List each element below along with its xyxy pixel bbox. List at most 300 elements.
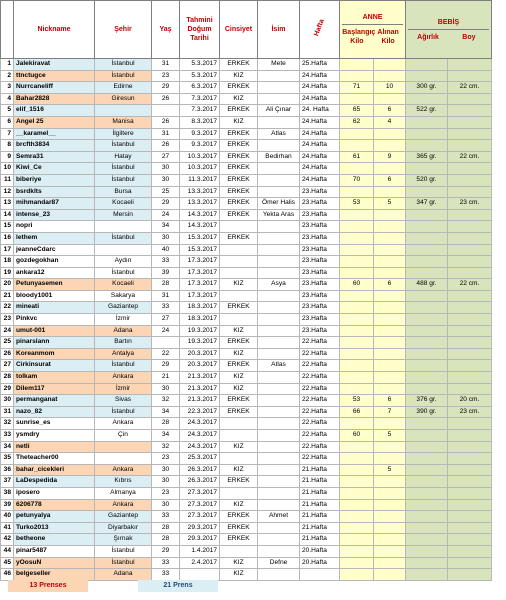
- cell-dogum[interactable]: 24.3.2017: [180, 418, 220, 430]
- cell-anne-alinan[interactable]: [374, 244, 406, 256]
- cell-bebis-boy[interactable]: [448, 232, 492, 244]
- cell-dogum[interactable]: 18.3.2017: [180, 302, 220, 314]
- cell-yas[interactable]: 29: [152, 198, 180, 210]
- cell-sehir[interactable]: Gaziantep: [95, 511, 152, 523]
- cell-nickname[interactable]: bahar_cicekleri: [14, 464, 95, 476]
- cell-isim[interactable]: Ahmet: [258, 511, 300, 523]
- cell-bebis-boy[interactable]: [448, 569, 492, 581]
- cell-sehir[interactable]: İzmir: [95, 383, 152, 395]
- cell-nickname[interactable]: tolkam: [14, 372, 95, 384]
- cell-dogum[interactable]: 26.3.2017: [180, 464, 220, 476]
- cell-isim[interactable]: [258, 314, 300, 326]
- cell-sehir[interactable]: [95, 244, 152, 256]
- cell-bebis-boy[interactable]: [448, 418, 492, 430]
- cell-anne-alinan[interactable]: [374, 476, 406, 488]
- cell-bebis-agirlik[interactable]: [406, 59, 448, 71]
- row-number[interactable]: 8: [1, 140, 14, 152]
- cell-bebis-boy[interactable]: 22 cm.: [448, 82, 492, 94]
- cell-anne-baslangic[interactable]: [340, 256, 374, 268]
- cell-dogum[interactable]: 27.3.2017: [180, 487, 220, 499]
- cell-yas[interactable]: 22: [152, 348, 180, 360]
- cell-sehir[interactable]: Çin: [95, 430, 152, 442]
- cell-bebis-agirlik[interactable]: [406, 464, 448, 476]
- cell-bebis-boy[interactable]: [448, 372, 492, 384]
- cell-isim[interactable]: [258, 82, 300, 94]
- cell-anne-alinan[interactable]: [374, 59, 406, 71]
- row-number[interactable]: 19: [1, 267, 14, 279]
- cell-isim[interactable]: [258, 267, 300, 279]
- cell-anne-baslangic[interactable]: 53: [340, 395, 374, 407]
- cell-dogum[interactable]: 5.3.2017: [180, 70, 220, 82]
- row-number[interactable]: 9: [1, 151, 14, 163]
- cell-hafta[interactable]: 22.Hafta: [300, 430, 340, 442]
- cell-bebis-boy[interactable]: [448, 430, 492, 442]
- cell-anne-alinan[interactable]: 6: [374, 395, 406, 407]
- cell-nickname[interactable]: Koreanmom: [14, 348, 95, 360]
- cell-bebis-boy[interactable]: 20 cm.: [448, 395, 492, 407]
- row-number[interactable]: 14: [1, 209, 14, 221]
- cell-bebis-agirlik[interactable]: 520 gr.: [406, 174, 448, 186]
- cell-isim[interactable]: [258, 348, 300, 360]
- cell-hafta[interactable]: 24.Hafta: [300, 151, 340, 163]
- cell-isim[interactable]: [258, 569, 300, 581]
- cell-bebis-agirlik[interactable]: [406, 314, 448, 326]
- cell-bebis-boy[interactable]: [448, 476, 492, 488]
- cell-nickname[interactable]: yOosuN: [14, 557, 95, 569]
- cell-isim[interactable]: Defne: [258, 557, 300, 569]
- row-number[interactable]: 32: [1, 418, 14, 430]
- cell-bebis-boy[interactable]: [448, 105, 492, 117]
- cell-bebis-boy[interactable]: [448, 464, 492, 476]
- cell-cinsiyet[interactable]: ERKEK: [220, 522, 258, 534]
- row-number[interactable]: 2: [1, 70, 14, 82]
- cell-anne-alinan[interactable]: 6: [374, 105, 406, 117]
- cell-yas[interactable]: 34: [152, 406, 180, 418]
- cell-sehir[interactable]: İstanbul: [95, 140, 152, 152]
- cell-isim[interactable]: [258, 337, 300, 349]
- cell-cinsiyet[interactable]: ERKEK: [220, 140, 258, 152]
- cell-bebis-agirlik[interactable]: 365 gr.: [406, 151, 448, 163]
- cell-hafta[interactable]: 24.Hafta: [300, 82, 340, 94]
- cell-cinsiyet[interactable]: KIZ: [220, 557, 258, 569]
- cell-hafta[interactable]: 20.Hafta: [300, 545, 340, 557]
- cell-sehir[interactable]: Diyarbakır: [95, 522, 152, 534]
- cell-yas[interactable]: 30: [152, 464, 180, 476]
- row-number[interactable]: 25: [1, 337, 14, 349]
- cell-hafta[interactable]: 23.Hafta: [300, 221, 340, 233]
- cell-anne-baslangic[interactable]: [340, 487, 374, 499]
- cell-dogum[interactable]: 27.3.2017: [180, 511, 220, 523]
- cell-bebis-boy[interactable]: [448, 545, 492, 557]
- cell-hafta[interactable]: 23.Hafta: [300, 325, 340, 337]
- cell-dogum[interactable]: 7.3.2017: [180, 105, 220, 117]
- cell-dogum[interactable]: [180, 569, 220, 581]
- cell-bebis-boy[interactable]: 22 cm.: [448, 279, 492, 291]
- cell-nickname[interactable]: Angel 25: [14, 116, 95, 128]
- cell-nickname[interactable]: Cirkinsurat: [14, 360, 95, 372]
- cell-nickname[interactable]: LaDespedida: [14, 476, 95, 488]
- cell-isim[interactable]: [258, 325, 300, 337]
- cell-anne-alinan[interactable]: 9: [374, 151, 406, 163]
- cell-nickname[interactable]: pinarslann: [14, 337, 95, 349]
- row-number[interactable]: 22: [1, 302, 14, 314]
- cell-cinsiyet[interactable]: ERKEK: [220, 59, 258, 71]
- cell-hafta[interactable]: 23.Hafta: [300, 290, 340, 302]
- cell-sehir[interactable]: [95, 453, 152, 465]
- cell-isim[interactable]: [258, 256, 300, 268]
- cell-dogum[interactable]: 11.3.2017: [180, 174, 220, 186]
- row-number[interactable]: 27: [1, 360, 14, 372]
- cell-anne-alinan[interactable]: [374, 232, 406, 244]
- header-sehir[interactable]: Şehir: [95, 1, 152, 59]
- row-number[interactable]: 17: [1, 244, 14, 256]
- cell-hafta[interactable]: 22.Hafta: [300, 337, 340, 349]
- cell-yas[interactable]: 24: [152, 325, 180, 337]
- cell-hafta[interactable]: 21.Hafta: [300, 534, 340, 546]
- cell-anne-alinan[interactable]: 10: [374, 82, 406, 94]
- cell-nickname[interactable]: brcfth3834: [14, 140, 95, 152]
- cell-isim[interactable]: Atlas: [258, 128, 300, 140]
- cell-yas[interactable]: 30: [152, 383, 180, 395]
- cell-bebis-boy[interactable]: [448, 116, 492, 128]
- row-number[interactable]: 1: [1, 59, 14, 71]
- cell-bebis-boy[interactable]: [448, 499, 492, 511]
- cell-nickname[interactable]: betheone: [14, 534, 95, 546]
- cell-hafta[interactable]: 22.Hafta: [300, 360, 340, 372]
- cell-anne-alinan[interactable]: [374, 569, 406, 581]
- cell-anne-baslangic[interactable]: 60: [340, 430, 374, 442]
- cell-sehir[interactable]: Sivas: [95, 395, 152, 407]
- cell-bebis-agirlik[interactable]: 390 gr.: [406, 406, 448, 418]
- cell-hafta[interactable]: 21.Hafta: [300, 511, 340, 523]
- cell-cinsiyet[interactable]: KIZ: [220, 441, 258, 453]
- row-number[interactable]: 5: [1, 105, 14, 117]
- cell-anne-alinan[interactable]: [374, 256, 406, 268]
- cell-bebis-boy[interactable]: [448, 487, 492, 499]
- cell-anne-alinan[interactable]: [374, 163, 406, 175]
- cell-bebis-agirlik[interactable]: 300 gr.: [406, 82, 448, 94]
- cell-bebis-boy[interactable]: [448, 140, 492, 152]
- cell-isim[interactable]: Ali Çınar: [258, 105, 300, 117]
- cell-bebis-boy[interactable]: [448, 163, 492, 175]
- cell-bebis-agirlik[interactable]: [406, 418, 448, 430]
- cell-cinsiyet[interactable]: [220, 545, 258, 557]
- cell-yas[interactable]: 30: [152, 163, 180, 175]
- cell-hafta[interactable]: 23.Hafta: [300, 314, 340, 326]
- cell-sehir[interactable]: İstanbul: [95, 163, 152, 175]
- cell-isim[interactable]: Atlas: [258, 360, 300, 372]
- cell-hafta[interactable]: 24.Hafta: [300, 128, 340, 140]
- cell-nickname[interactable]: intense_23: [14, 209, 95, 221]
- cell-yas[interactable]: 26: [152, 93, 180, 105]
- boys-count[interactable]: 21 Prens: [138, 580, 218, 592]
- cell-hafta[interactable]: 21.Hafta: [300, 499, 340, 511]
- cell-sehir[interactable]: İstanbul: [95, 59, 152, 71]
- cell-hafta[interactable]: 22.Hafta: [300, 395, 340, 407]
- cell-sehir[interactable]: Kıbrıs: [95, 476, 152, 488]
- cell-dogum[interactable]: 10.3.2017: [180, 151, 220, 163]
- cell-cinsiyet[interactable]: KIZ: [220, 383, 258, 395]
- cell-nickname[interactable]: Theteacher00: [14, 453, 95, 465]
- cell-anne-baslangic[interactable]: 66: [340, 406, 374, 418]
- cell-hafta[interactable]: 23.Hafta: [300, 302, 340, 314]
- cell-nickname[interactable]: petunyalya: [14, 511, 95, 523]
- cell-bebis-agirlik[interactable]: [406, 522, 448, 534]
- cell-nickname[interactable]: iposero: [14, 487, 95, 499]
- cell-bebis-agirlik[interactable]: [406, 453, 448, 465]
- cell-bebis-agirlik[interactable]: [406, 302, 448, 314]
- cell-sehir[interactable]: Aydın: [95, 256, 152, 268]
- cell-dogum[interactable]: 29.3.2017: [180, 534, 220, 546]
- cell-anne-baslangic[interactable]: [340, 499, 374, 511]
- row-number[interactable]: 40: [1, 511, 14, 523]
- cell-sehir[interactable]: Adana: [95, 569, 152, 581]
- cell-nickname[interactable]: Jalekiravat: [14, 59, 95, 71]
- cell-anne-alinan[interactable]: [374, 325, 406, 337]
- cell-isim[interactable]: [258, 186, 300, 198]
- cell-anne-baslangic[interactable]: 53: [340, 198, 374, 210]
- cell-bebis-agirlik[interactable]: [406, 140, 448, 152]
- cell-nickname[interactable]: bloody1001: [14, 290, 95, 302]
- cell-anne-baslangic[interactable]: [340, 232, 374, 244]
- cell-yas[interactable]: 29: [152, 360, 180, 372]
- cell-yas[interactable]: 27: [152, 151, 180, 163]
- cell-cinsiyet[interactable]: ERKEK: [220, 151, 258, 163]
- cell-yas[interactable]: 24: [152, 209, 180, 221]
- cell-nickname[interactable]: permanganat: [14, 395, 95, 407]
- cell-bebis-boy[interactable]: [448, 59, 492, 71]
- cell-hafta[interactable]: 24.Hafta: [300, 140, 340, 152]
- cell-anne-alinan[interactable]: 6: [374, 279, 406, 291]
- cell-hafta[interactable]: 22.Hafta: [300, 418, 340, 430]
- cell-bebis-agirlik[interactable]: [406, 116, 448, 128]
- cell-yas[interactable]: 26: [152, 140, 180, 152]
- row-number[interactable]: 6: [1, 116, 14, 128]
- cell-anne-baslangic[interactable]: [340, 267, 374, 279]
- cell-yas[interactable]: 29: [152, 545, 180, 557]
- cell-bebis-agirlik[interactable]: [406, 256, 448, 268]
- cell-bebis-boy[interactable]: [448, 186, 492, 198]
- cell-bebis-boy[interactable]: [448, 128, 492, 140]
- cell-nickname[interactable]: __karamel__: [14, 128, 95, 140]
- cell-cinsiyet[interactable]: ERKEK: [220, 209, 258, 221]
- cell-anne-alinan[interactable]: 7: [374, 406, 406, 418]
- cell-hafta[interactable]: 22.Hafta: [300, 453, 340, 465]
- cell-yas[interactable]: 33: [152, 511, 180, 523]
- cell-bebis-agirlik[interactable]: [406, 441, 448, 453]
- cell-sehir[interactable]: Edirne: [95, 82, 152, 94]
- header-nickname[interactable]: Nickname: [14, 1, 95, 59]
- cell-anne-alinan[interactable]: 5: [374, 430, 406, 442]
- cell-anne-alinan[interactable]: 6: [374, 174, 406, 186]
- cell-bebis-agirlik[interactable]: 376 gr.: [406, 395, 448, 407]
- cell-bebis-agirlik[interactable]: [406, 128, 448, 140]
- cell-dogum[interactable]: 7.3.2017: [180, 93, 220, 105]
- cell-sehir[interactable]: Mersin: [95, 209, 152, 221]
- cell-dogum[interactable]: 21.3.2017: [180, 395, 220, 407]
- cell-hafta[interactable]: 25.Hafta: [300, 59, 340, 71]
- cell-bebis-boy[interactable]: [448, 348, 492, 360]
- cell-cinsiyet[interactable]: ERKEK: [220, 534, 258, 546]
- cell-hafta[interactable]: 21.Hafta: [300, 464, 340, 476]
- cell-anne-alinan[interactable]: [374, 487, 406, 499]
- cell-isim[interactable]: [258, 487, 300, 499]
- cell-yas[interactable]: 21: [152, 372, 180, 384]
- cell-hafta[interactable]: 24.Hafta: [300, 70, 340, 82]
- cell-cinsiyet[interactable]: ERKEK: [220, 198, 258, 210]
- cell-yas[interactable]: 30: [152, 476, 180, 488]
- row-number[interactable]: 34: [1, 441, 14, 453]
- cell-cinsiyet[interactable]: ERKEK: [220, 360, 258, 372]
- cell-dogum[interactable]: 13.3.2017: [180, 198, 220, 210]
- cell-sehir[interactable]: İlgiltere: [95, 128, 152, 140]
- cell-yas[interactable]: 40: [152, 244, 180, 256]
- row-number[interactable]: 4: [1, 93, 14, 105]
- cell-isim[interactable]: [258, 221, 300, 233]
- cell-yas[interactable]: 31: [152, 290, 180, 302]
- cell-anne-baslangic[interactable]: [340, 522, 374, 534]
- cell-bebis-agirlik[interactable]: [406, 476, 448, 488]
- cell-yas[interactable]: 28: [152, 418, 180, 430]
- cell-hafta[interactable]: 22.Hafta: [300, 372, 340, 384]
- cell-bebis-agirlik[interactable]: 522 gr.: [406, 105, 448, 117]
- cell-cinsiyet[interactable]: ERKEK: [220, 105, 258, 117]
- cell-anne-alinan[interactable]: [374, 186, 406, 198]
- girls-count[interactable]: 13 Prenses: [8, 580, 88, 592]
- cell-cinsiyet[interactable]: ERKEK: [220, 232, 258, 244]
- cell-dogum[interactable]: 20.3.2017: [180, 348, 220, 360]
- cell-bebis-boy[interactable]: [448, 256, 492, 268]
- cell-anne-baslangic[interactable]: [340, 325, 374, 337]
- cell-bebis-boy[interactable]: [448, 221, 492, 233]
- row-number[interactable]: 13: [1, 198, 14, 210]
- cell-isim[interactable]: Mete: [258, 59, 300, 71]
- cell-bebis-boy[interactable]: 23 cm.: [448, 406, 492, 418]
- cell-dogum[interactable]: 17.3.2017: [180, 290, 220, 302]
- cell-nickname[interactable]: elif_1516: [14, 105, 95, 117]
- cell-hafta[interactable]: 20.Hafta: [300, 557, 340, 569]
- cell-anne-alinan[interactable]: [374, 302, 406, 314]
- cell-isim[interactable]: [258, 93, 300, 105]
- cell-yas[interactable]: 28: [152, 534, 180, 546]
- cell-hafta[interactable]: 21.Hafta: [300, 487, 340, 499]
- cell-anne-baslangic[interactable]: [340, 545, 374, 557]
- row-number[interactable]: 20: [1, 279, 14, 291]
- cell-bebis-agirlik[interactable]: [406, 232, 448, 244]
- cell-cinsiyet[interactable]: KIZ: [220, 325, 258, 337]
- cell-sehir[interactable]: İstanbul: [95, 360, 152, 372]
- cell-sehir[interactable]: Ankara: [95, 372, 152, 384]
- row-number[interactable]: 44: [1, 545, 14, 557]
- cell-dogum[interactable]: 13.3.2017: [180, 186, 220, 198]
- cell-bebis-boy[interactable]: [448, 70, 492, 82]
- cell-bebis-boy[interactable]: [448, 93, 492, 105]
- row-number[interactable]: 45: [1, 557, 14, 569]
- cell-anne-baslangic[interactable]: [340, 59, 374, 71]
- cell-nickname[interactable]: ttnctugce: [14, 70, 95, 82]
- cell-dogum[interactable]: 1.4.2017: [180, 545, 220, 557]
- cell-cinsiyet[interactable]: [220, 430, 258, 442]
- cell-cinsiyet[interactable]: ERKEK: [220, 186, 258, 198]
- cell-nickname[interactable]: lethem: [14, 232, 95, 244]
- cell-nickname[interactable]: pinar5487: [14, 545, 95, 557]
- cell-hafta[interactable]: [300, 569, 340, 581]
- cell-cinsiyet[interactable]: KIZ: [220, 93, 258, 105]
- cell-yas[interactable]: 28: [152, 522, 180, 534]
- cell-cinsiyet[interactable]: ERKEK: [220, 395, 258, 407]
- cell-dogum[interactable]: 18.3.2017: [180, 314, 220, 326]
- row-number[interactable]: 31: [1, 406, 14, 418]
- row-number[interactable]: 7: [1, 128, 14, 140]
- cell-yas[interactable]: 29: [152, 82, 180, 94]
- cell-hafta[interactable]: 21.Hafta: [300, 476, 340, 488]
- row-number[interactable]: 36: [1, 464, 14, 476]
- cell-nickname[interactable]: mineati: [14, 302, 95, 314]
- cell-yas[interactable]: 34: [152, 221, 180, 233]
- cell-nickname[interactable]: Turko2013: [14, 522, 95, 534]
- header-isim[interactable]: İsim: [258, 1, 300, 59]
- cell-sehir[interactable]: İstanbul: [95, 267, 152, 279]
- cell-cinsiyet[interactable]: [220, 256, 258, 268]
- cell-cinsiyet[interactable]: KIZ: [220, 499, 258, 511]
- cell-bebis-agirlik[interactable]: [406, 372, 448, 384]
- cell-yas[interactable]: [152, 337, 180, 349]
- cell-isim[interactable]: [258, 522, 300, 534]
- cell-cinsiyet[interactable]: ERKEK: [220, 163, 258, 175]
- cell-cinsiyet[interactable]: ERKEK: [220, 406, 258, 418]
- cell-cinsiyet[interactable]: KIZ: [220, 70, 258, 82]
- cell-anne-alinan[interactable]: [374, 557, 406, 569]
- cell-bebis-boy[interactable]: [448, 267, 492, 279]
- row-number[interactable]: 30: [1, 395, 14, 407]
- cell-dogum[interactable]: 9.3.2017: [180, 128, 220, 140]
- row-number[interactable]: 21: [1, 290, 14, 302]
- cell-bebis-agirlik[interactable]: [406, 337, 448, 349]
- cell-isim[interactable]: Bedirhan: [258, 151, 300, 163]
- cell-anne-alinan[interactable]: [374, 372, 406, 384]
- cell-anne-baslangic[interactable]: [340, 302, 374, 314]
- cell-isim[interactable]: [258, 372, 300, 384]
- cell-yas[interactable]: 26: [152, 116, 180, 128]
- row-number[interactable]: 26: [1, 348, 14, 360]
- cell-hafta[interactable]: 23.Hafta: [300, 232, 340, 244]
- cell-hafta[interactable]: 24. Hafta: [300, 105, 340, 117]
- cell-anne-alinan[interactable]: [374, 522, 406, 534]
- cell-anne-alinan[interactable]: 4: [374, 116, 406, 128]
- cell-sehir[interactable]: Ankara: [95, 418, 152, 430]
- cell-dogum[interactable]: 27.3.2017: [180, 499, 220, 511]
- cell-anne-alinan[interactable]: 5: [374, 198, 406, 210]
- row-number[interactable]: 12: [1, 186, 14, 198]
- row-number[interactable]: 15: [1, 221, 14, 233]
- cell-nickname[interactable]: Semra31: [14, 151, 95, 163]
- cell-anne-baslangic[interactable]: 65: [340, 105, 374, 117]
- cell-nickname[interactable]: 6206778: [14, 499, 95, 511]
- cell-sehir[interactable]: [95, 105, 152, 117]
- cell-dogum[interactable]: 15.3.2017: [180, 232, 220, 244]
- cell-bebis-agirlik[interactable]: [406, 545, 448, 557]
- cell-bebis-boy[interactable]: [448, 302, 492, 314]
- cell-bebis-agirlik[interactable]: [406, 325, 448, 337]
- cell-anne-baslangic[interactable]: 62: [340, 116, 374, 128]
- cell-isim[interactable]: [258, 70, 300, 82]
- cell-hafta[interactable]: 24.Hafta: [300, 93, 340, 105]
- cell-dogum[interactable]: 24.3.2017: [180, 430, 220, 442]
- cell-anne-alinan[interactable]: [374, 499, 406, 511]
- cell-anne-alinan[interactable]: [374, 221, 406, 233]
- cell-hafta[interactable]: 23.Hafta: [300, 279, 340, 291]
- cell-dogum[interactable]: 25.3.2017: [180, 453, 220, 465]
